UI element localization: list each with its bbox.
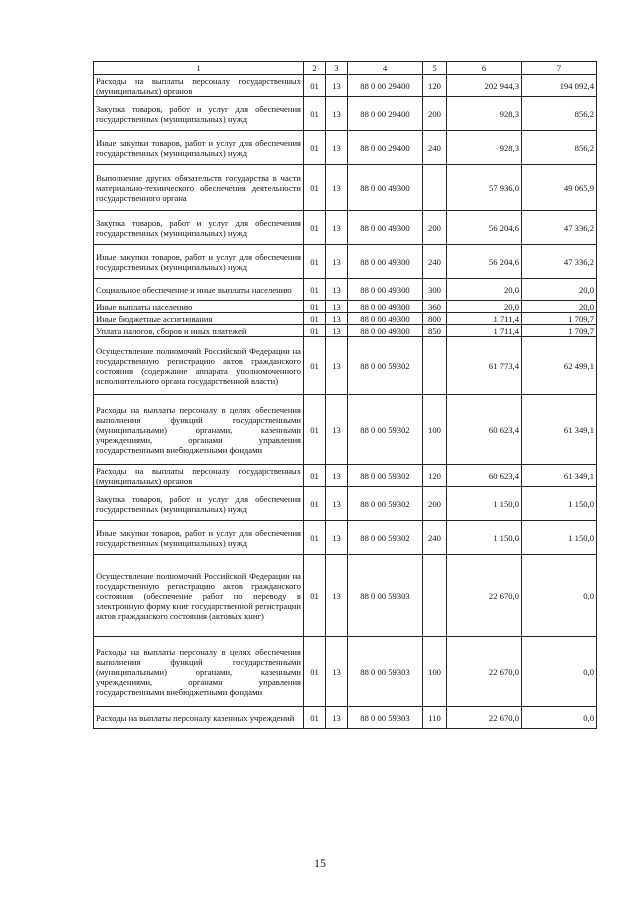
row-amount-year2-cell: 62 499,1 [522, 337, 597, 395]
row-subsection-cell: 13 [326, 395, 348, 465]
page-number: 15 [314, 856, 326, 870]
row-target-article-cell: 88 0 00 59302 [348, 521, 423, 555]
row-section-cell: 01 [304, 313, 326, 325]
row-amount-year1-cell: 20,0 [447, 279, 522, 301]
row-amount-year1-cell: 928,3 [447, 97, 522, 131]
row-target-article-cell: 88 0 00 49300 [348, 313, 423, 325]
header-cell-6: 6 [447, 62, 522, 75]
table-row [94, 245, 597, 279]
row-section-cell: 01 [304, 521, 326, 555]
row-amount-year2-cell: 1 150,0 [522, 521, 597, 555]
row-amount-year2-cell: 47 336,2 [522, 211, 597, 245]
row-expense-type-cell: 240 [423, 521, 447, 555]
row-amount-year1-cell: 60 623,4 [447, 395, 522, 465]
row-target-article-cell: 88 0 00 29400 [348, 97, 423, 131]
row-target-article-cell: 88 0 00 59303 [348, 637, 423, 707]
row-expense-type-cell [423, 165, 447, 211]
row-subsection-cell: 13 [326, 75, 348, 97]
row-section-cell: 01 [304, 637, 326, 707]
row-section-cell: 01 [304, 97, 326, 131]
row-subsection-cell: 13 [326, 465, 348, 487]
row-target-article-cell: 88 0 00 59303 [348, 555, 423, 637]
table-row [94, 325, 597, 337]
row-section-cell: 01 [304, 707, 326, 729]
row-subsection-cell: 13 [326, 707, 348, 729]
table-row [94, 637, 597, 707]
budget-table [93, 61, 597, 729]
table-row [94, 131, 597, 165]
row-name-cell: Иные выплаты населению [94, 301, 304, 313]
row-section-cell: 01 [304, 465, 326, 487]
row-section-cell: 01 [304, 131, 326, 165]
row-section-cell: 01 [304, 395, 326, 465]
row-name-cell: Закупка товаров, работ и услуг для обеспечения государственных (муниципальных) нужд [94, 211, 304, 245]
row-name-cell: Расходы на выплаты персоналу в целях обеспечения выполнения функций государственными (муниципальными) органами, казенными учреждениями, органами управления государственными внебюджетными фондами [94, 637, 304, 707]
row-amount-year2-cell: 0,0 [522, 637, 597, 707]
row-section-cell: 01 [304, 75, 326, 97]
row-amount-year2-cell: 47 336,2 [522, 245, 597, 279]
row-name-cell: Социальное обеспечение и иные выплаты населению [94, 279, 304, 301]
row-amount-year1-cell: 22 670,0 [447, 707, 522, 729]
row-section-cell: 01 [304, 555, 326, 637]
row-section-cell: 01 [304, 211, 326, 245]
row-expense-type-cell: 800 [423, 313, 447, 325]
row-amount-year1-cell: 60 623,4 [447, 465, 522, 487]
row-amount-year1-cell: 56 204,6 [447, 211, 522, 245]
row-subsection-cell: 13 [326, 637, 348, 707]
row-amount-year1-cell: 20,0 [447, 301, 522, 313]
row-subsection-cell: 13 [326, 165, 348, 211]
row-section-cell: 01 [304, 165, 326, 211]
row-name-cell: Иные закупки товаров, работ и услуг для обеспечения государственных (муниципальных) нужд [94, 521, 304, 555]
table-row [94, 337, 597, 395]
row-amount-year2-cell: 1 709,7 [522, 313, 597, 325]
row-amount-year2-cell: 194 092,4 [522, 75, 597, 97]
row-name-cell: Расходы на выплаты персоналу в целях обеспечения выполнения функций государственными (муниципальными) органами, казенными учреждениями, органами управления государственными внебюджетными фондами [94, 395, 304, 465]
row-amount-year2-cell: 49 065,9 [522, 165, 597, 211]
row-subsection-cell: 13 [326, 245, 348, 279]
row-target-article-cell: 88 0 00 49300 [348, 301, 423, 313]
row-amount-year1-cell: 928,3 [447, 131, 522, 165]
header-cell-4: 4 [348, 62, 423, 75]
table-row [94, 395, 597, 465]
row-name-cell: Закупка товаров, работ и услуг для обеспечения государственных (муниципальных) нужд [94, 487, 304, 521]
row-section-cell: 01 [304, 301, 326, 313]
row-subsection-cell: 13 [326, 211, 348, 245]
row-subsection-cell: 13 [326, 337, 348, 395]
row-amount-year2-cell: 0,0 [522, 707, 597, 729]
row-expense-type-cell [423, 555, 447, 637]
row-name-cell: Выполнение других обязательств государства в части материально-технического обеспечения деятельности государственного органа [94, 165, 304, 211]
table-row [94, 279, 597, 301]
header-cell-2: 2 [304, 62, 326, 75]
row-name-cell: Расходы на выплаты персоналу казенных учреждений [94, 707, 304, 729]
row-amount-year2-cell: 20,0 [522, 301, 597, 313]
row-name-cell: Расходы на выплаты персоналу государственных (муниципальных) органов [94, 75, 304, 97]
row-expense-type-cell: 300 [423, 279, 447, 301]
row-amount-year1-cell: 1 150,0 [447, 487, 522, 521]
row-target-article-cell: 88 0 00 29400 [348, 131, 423, 165]
table-row [94, 97, 597, 131]
row-expense-type-cell: 240 [423, 131, 447, 165]
row-subsection-cell: 13 [326, 313, 348, 325]
row-target-article-cell: 88 0 00 49300 [348, 165, 423, 211]
header-cell-3: 3 [326, 62, 348, 75]
row-amount-year1-cell: 1 711,4 [447, 313, 522, 325]
table-row [94, 487, 597, 521]
row-expense-type-cell: 200 [423, 211, 447, 245]
row-amount-year2-cell: 61 349,1 [522, 465, 597, 487]
table-row [94, 165, 597, 211]
row-amount-year1-cell: 61 773,4 [447, 337, 522, 395]
row-expense-type-cell: 120 [423, 465, 447, 487]
row-subsection-cell: 13 [326, 97, 348, 131]
row-name-cell: Иные закупки товаров, работ и услуг для обеспечения государственных (муниципальных) нужд [94, 131, 304, 165]
row-amount-year1-cell: 57 936,0 [447, 165, 522, 211]
row-target-article-cell: 88 0 00 29400 [348, 75, 423, 97]
row-target-article-cell: 88 0 00 59302 [348, 395, 423, 465]
row-target-article-cell: 88 0 00 49300 [348, 211, 423, 245]
row-expense-type-cell [423, 337, 447, 395]
table-row [94, 521, 597, 555]
table-row [94, 301, 597, 313]
row-amount-year2-cell: 1 150,0 [522, 487, 597, 521]
row-target-article-cell: 88 0 00 49300 [348, 325, 423, 337]
row-name-cell: Иные закупки товаров, работ и услуг для обеспечения государственных (муниципальных) нужд [94, 245, 304, 279]
row-section-cell: 01 [304, 245, 326, 279]
row-amount-year2-cell: 20,0 [522, 279, 597, 301]
row-target-article-cell: 88 0 00 49300 [348, 279, 423, 301]
table-row [94, 465, 597, 487]
row-amount-year1-cell: 22 670,0 [447, 555, 522, 637]
row-expense-type-cell: 110 [423, 707, 447, 729]
row-subsection-cell: 13 [326, 279, 348, 301]
row-expense-type-cell: 120 [423, 75, 447, 97]
row-subsection-cell: 13 [326, 131, 348, 165]
table-row [94, 313, 597, 325]
row-amount-year1-cell: 1 711,4 [447, 325, 522, 337]
header-cell-1: 1 [94, 62, 304, 75]
row-subsection-cell: 13 [326, 521, 348, 555]
row-expense-type-cell: 360 [423, 301, 447, 313]
row-section-cell: 01 [304, 337, 326, 395]
header-cell-5: 5 [423, 62, 447, 75]
row-target-article-cell: 88 0 00 59303 [348, 707, 423, 729]
row-expense-type-cell: 850 [423, 325, 447, 337]
header-cell-7: 7 [522, 62, 597, 75]
row-amount-year1-cell: 202 944,3 [447, 75, 522, 97]
row-subsection-cell: 13 [326, 555, 348, 637]
row-amount-year2-cell: 856,2 [522, 131, 597, 165]
row-amount-year2-cell: 1 709,7 [522, 325, 597, 337]
row-name-cell: Иные бюджетные ассигнования [94, 313, 304, 325]
row-section-cell: 01 [304, 325, 326, 337]
table-body [94, 75, 597, 729]
table-row [94, 555, 597, 637]
row-subsection-cell: 13 [326, 301, 348, 313]
row-expense-type-cell: 100 [423, 637, 447, 707]
row-section-cell: 01 [304, 487, 326, 521]
row-amount-year2-cell: 61 349,1 [522, 395, 597, 465]
row-amount-year1-cell: 56 204,6 [447, 245, 522, 279]
row-expense-type-cell: 100 [423, 395, 447, 465]
row-name-cell: Расходы на выплаты персоналу государственных (муниципальных) органов [94, 465, 304, 487]
row-amount-year1-cell: 22 670,0 [447, 637, 522, 707]
row-name-cell: Закупка товаров, работ и услуг для обеспечения государственных (муниципальных) нужд [94, 97, 304, 131]
row-expense-type-cell: 200 [423, 487, 447, 521]
row-name-cell: Уплата налогов, сборов и иных платежей [94, 325, 304, 337]
row-expense-type-cell: 240 [423, 245, 447, 279]
row-amount-year2-cell: 856,2 [522, 97, 597, 131]
row-target-article-cell: 88 0 00 49300 [348, 245, 423, 279]
row-amount-year2-cell: 0,0 [522, 555, 597, 637]
row-expense-type-cell: 200 [423, 97, 447, 131]
row-subsection-cell: 13 [326, 487, 348, 521]
table-row [94, 707, 597, 729]
row-amount-year1-cell: 1 150,0 [447, 521, 522, 555]
table-row [94, 75, 597, 97]
row-target-article-cell: 88 0 00 59302 [348, 465, 423, 487]
table-header-row [94, 62, 597, 75]
row-target-article-cell: 88 0 00 59302 [348, 487, 423, 521]
row-name-cell: Осуществление полномочий Российской Федерации на государственную регистрацию актов гражданского состояния (обеспечение работ по переводу в электронную форму книг государственной регистрации актов гражданского состояния (актовых книг) [94, 555, 304, 637]
row-name-cell: Осуществление полномочий Российской Федерации на государственную регистрацию актов гражданского состояния (содержание аппарата уполномоченного исполнительного органа государственной власти) [94, 337, 304, 395]
row-subsection-cell: 13 [326, 325, 348, 337]
table-row [94, 211, 597, 245]
row-section-cell: 01 [304, 279, 326, 301]
row-target-article-cell: 88 0 00 59302 [348, 337, 423, 395]
